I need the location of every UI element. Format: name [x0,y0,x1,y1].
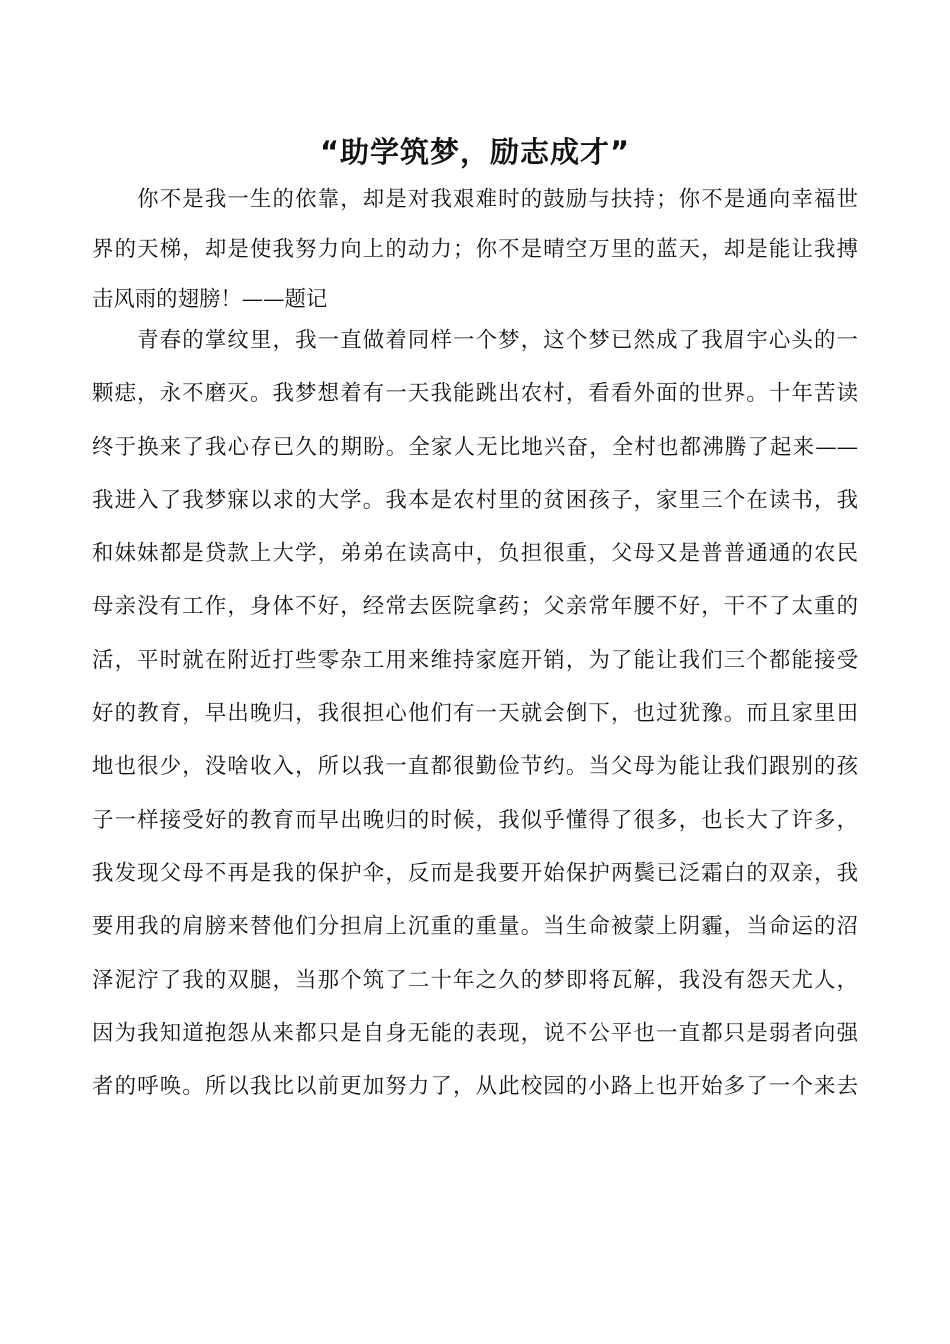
body-line: 因为我知道抱怨从来都只是自身无能的表现，说不公平也一直都只是弱者向强 [92,1020,858,1046]
body-line: 颗痣，永不磨灭。我梦想着有一天我能跳出农村，看看外面的世界。十年苦读 [92,381,858,407]
document-title: “助学筑梦，励志成才” [319,135,631,169]
body-line: 和妹妹都是贷款上大学，弟弟在读高中，负担很重，父母又是普普通通的农民 [92,541,858,567]
body-line: 地也很少，没啥收入，所以我一直都很勤俭节约。当父母为能让我们跟别的孩 [92,754,858,780]
body-line: 要用我的肩膀来替他们分担肩上沉重的重量。当生命被蒙上阴霾，当命运的沼 [92,914,858,940]
body-line: 青春的掌纹里，我一直做着同样一个梦，这个梦已然成了我眉宇心头的一 [92,328,858,353]
body-line: 活，平时就在附近打些零杂工用来维持家庭开销，为了能让我们三个都能接受 [92,647,858,673]
body-line: 我进入了我梦寐以求的大学。我本是农村里的贫困孩子，家里三个在读书，我 [92,487,858,513]
body-line: 泽泥泞了我的双腿，当那个筑了二十年之久的梦即将瓦解，我没有怨天尤人， [92,967,858,993]
body-line: 者的呼唤。所以我比以前更加努力了，从此校园的小路上也开始多了一个来去 [92,1074,858,1100]
body-line: 子一样接受好的教育而早出晚归的时候，我似乎懂得了很多，也长大了许多， [92,807,858,833]
epigraph-line: 界的天梯，却是使我努力向上的动力；你不是晴空万里的蓝天，却是能让我搏 [92,237,858,262]
body-line: 母亲没有工作，身体不好，经常去医院拿药；父亲常年腰不好，干不了太重的 [92,594,858,620]
epigraph-line: 击风雨的翅膀！——题记 [92,287,328,312]
body-line: 我发现父母不再是我的保护伞，反而是我要开始保护两鬓已泛霜白的双亲，我 [92,860,858,886]
body-line: 终于换来了我心存已久的期盼。全家人无比地兴奋，全村也都沸腾了起来—— [92,434,858,460]
epigraph-line: 你不是我一生的依靠，却是对我艰难时的鼓励与扶持；你不是通向幸福世 [92,187,858,212]
body-line: 好的教育，早出晚归，我很担心他们有一天就会倒下，也过犹豫。而且家里田 [92,701,858,727]
epigraph-paragraph [92,182,858,332]
body-paragraph [92,323,858,1122]
